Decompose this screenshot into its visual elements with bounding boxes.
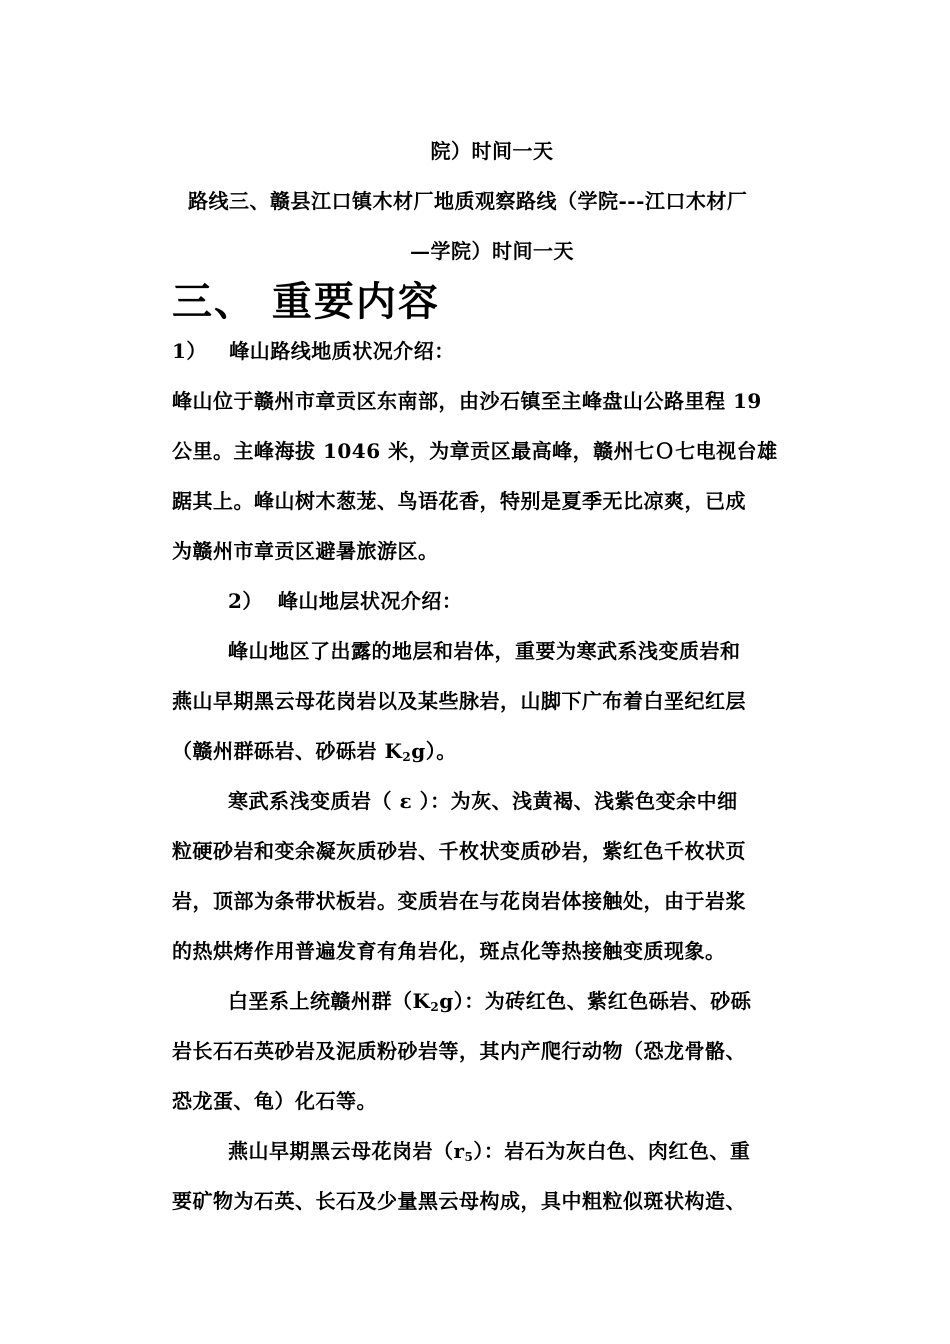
paragraph-line: 恐龙蛋、龟）化石等。: [172, 1089, 377, 1113]
subsection-title: 1） 峰山路线地质状况介绍：: [172, 339, 455, 363]
route-line: 路线三、赣县江口镇木材厂地质观察路线（学院---江口木材厂: [188, 189, 748, 213]
paragraph-line: [228, 987, 868, 1021]
paragraph-line: 为赣州市章贡区避暑旅游区。: [172, 539, 439, 563]
paragraph-line: [228, 1137, 868, 1171]
text-run: 白垩系上统赣州群（K: [228, 989, 431, 1013]
route-line: —学院）时间一天: [410, 239, 574, 263]
subscript: 2: [430, 1000, 440, 1014]
paragraph-line: [172, 737, 812, 771]
subscript: 5: [464, 1150, 474, 1164]
section-heading: 三、 重要内容: [172, 278, 440, 325]
paragraph-line: 峰山位于赣州市章贡区东南部，由沙石镇至主峰盘山公路里程 19: [172, 389, 762, 413]
paragraph-line: 岩，顶部为条带状板岩。变质岩在与花岗岩体接触处，由于岩浆: [172, 889, 746, 913]
paragraph-line: 寒武系浅变质岩（ ε ）：为灰、浅黄褐、浅紫色变余中细: [228, 789, 738, 813]
text-run: 燕山早期黑云母花岗岩（r: [228, 1139, 465, 1163]
paragraph-line: 公里。主峰海拔 1046 米，为章贡区最高峰，赣州七Ｏ七电视台雄: [172, 439, 778, 463]
text-run: g）：为砖红色、紫红色砾岩、砂砾: [439, 989, 752, 1013]
paragraph-line: 粒硬砂岩和变余凝灰质砂岩、千枚状变质砂岩，紫红色千枚状页: [172, 839, 746, 863]
paragraph-line: 踞其上。峰山树木葱茏、鸟语花香，特别是夏季无比凉爽，已成: [172, 489, 746, 513]
paragraph-line: 燕山早期黑云母花岗岩以及某些脉岩，山脚下广布着白垩纪红层: [172, 689, 746, 713]
paragraph-line: 峰山地区了出露的地层和岩体，重要为寒武系浅变质岩和: [228, 639, 741, 663]
text-run: （赣州群砾岩、砂砾岩 K: [172, 739, 403, 763]
paragraph-line: 要矿物为石英、长石及少量黑云母构成，具中粗粒似斑状构造、: [172, 1189, 746, 1213]
route-line: 院）时间一天: [430, 139, 554, 163]
subsection-title: 2） 峰山地层状况介绍：: [228, 589, 463, 613]
text-run: g）。: [411, 739, 457, 763]
text-run: ）：岩石为灰白色、肉红色、重: [473, 1139, 751, 1163]
subscript: 2: [402, 750, 412, 764]
paragraph-line: 的热烘烤作用普遍发育有角岩化，斑点化等热接触变质现象。: [172, 939, 726, 963]
paragraph-line: 岩长石石英砂岩及泥质粉砂岩等，其内产爬行动物（恐龙骨骼、: [172, 1039, 746, 1063]
